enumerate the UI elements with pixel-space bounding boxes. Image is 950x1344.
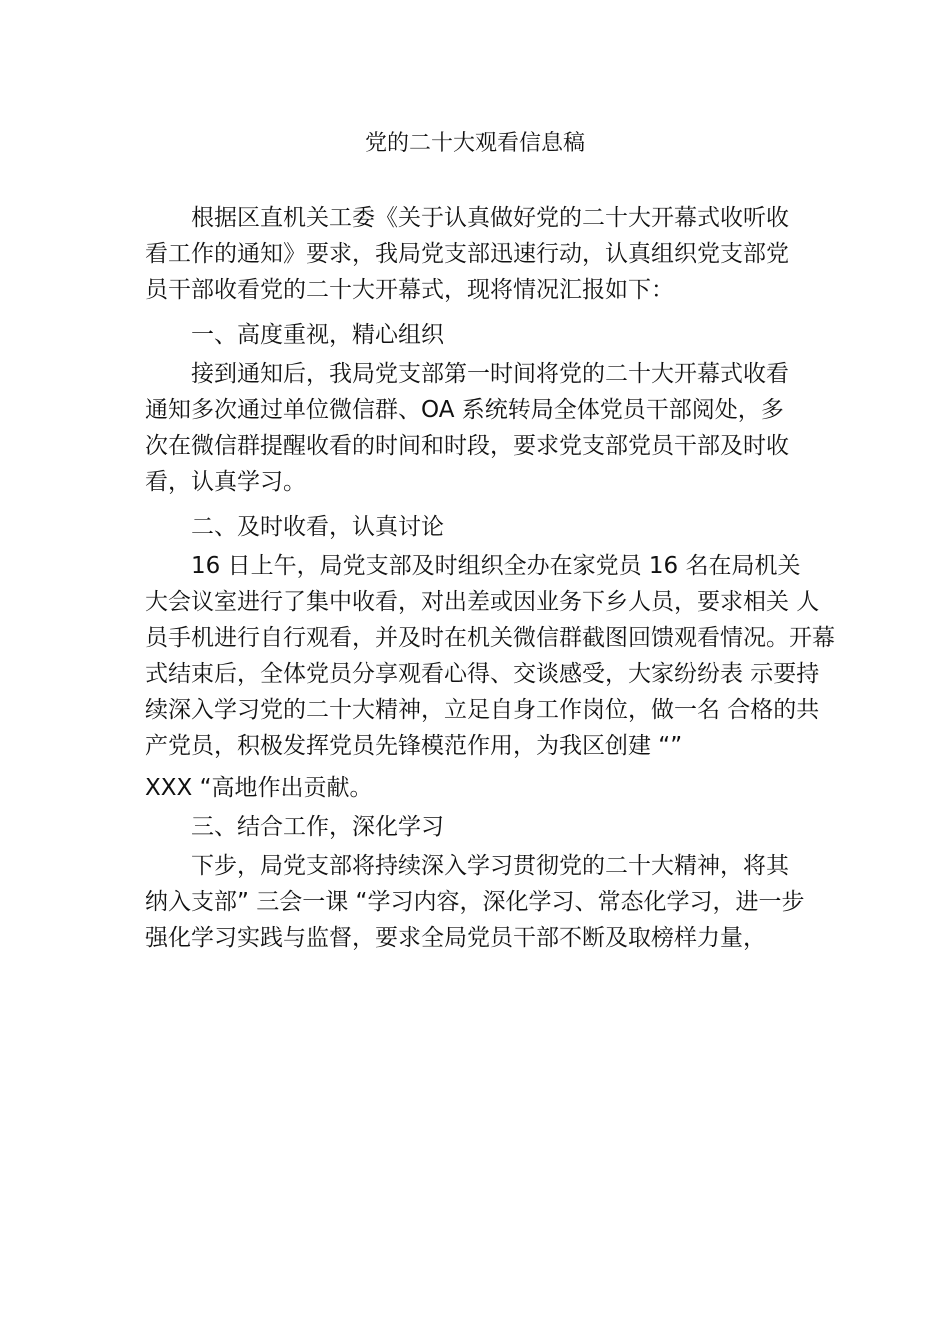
section3-line: 纳入支部” 三会一课 “学习内容，深化学习、常态化学习，进一步: [145, 889, 805, 915]
section1-paragraph: [145, 356, 845, 500]
section2-line: 续深入学习党的二十大精神，立足自身工作岗位，做一名 合格的共: [145, 697, 820, 723]
section1-line: 通知多次通过单位微信群、OA 系统转局全体党员干部阅处，多: [145, 397, 784, 423]
section3-paragraph: [145, 848, 845, 956]
section1-line: 接到通知后，我局党支部第一时间将党的二十大开幕式收看: [191, 361, 789, 387]
document-title: 党的二十大观看信息稿: [364, 131, 585, 156]
intro-line: 看工作的通知》要求，我局党支部迅速行动，认真组织党支部党: [145, 241, 789, 267]
intro-paragraph: [145, 200, 845, 308]
intro-line: 员干部收看党的二十大开幕式，现将情况汇报如下：: [145, 277, 674, 303]
section3-line: 强化学习实践与监督，要求全局党员干部不断及取榜样力量，: [145, 925, 766, 951]
intro-line: 根据区直机关工委《关于认真做好党的二十大开幕式收听收: [191, 205, 789, 231]
section3-line: 下步，局党支部将持续深入学习贯彻党的二十大精神，将其: [191, 853, 789, 879]
section2-line: 式结束后，全体党员分享观看心得、交谈感受，大家纷纷表 示要持: [145, 661, 820, 687]
section2-paragraph: [145, 548, 845, 764]
section1-line: 次在微信群提醒收看的时间和时段，要求党支部党员干部及时收: [145, 433, 789, 459]
section2-line: 16 日上午，局党支部及时组织全办在家党员 16 名在局机关: [191, 553, 801, 579]
section2-line: 员手机进行自行观看，并及时在机关微信群截图回馈观看情况。开幕: [145, 625, 835, 651]
section3-heading: 三、结合工作，深化学习: [191, 814, 444, 840]
document-body: [145, 200, 845, 956]
section2-line: 产党员，积极发挥党员先锋模范作用，为我区创建 “”: [145, 733, 683, 759]
section2-tail-line: XXX “高地作出贡献。: [145, 775, 373, 801]
section2-line: 大会议室进行了集中收看，对出差或因业务下乡人员，要求相关 人: [145, 589, 820, 615]
section2-heading: 二、及时收看，认真讨论: [191, 514, 444, 540]
section1-heading: 一、高度重视，精心组织: [191, 322, 444, 348]
section1-line: 看，认真学习。: [145, 469, 306, 495]
